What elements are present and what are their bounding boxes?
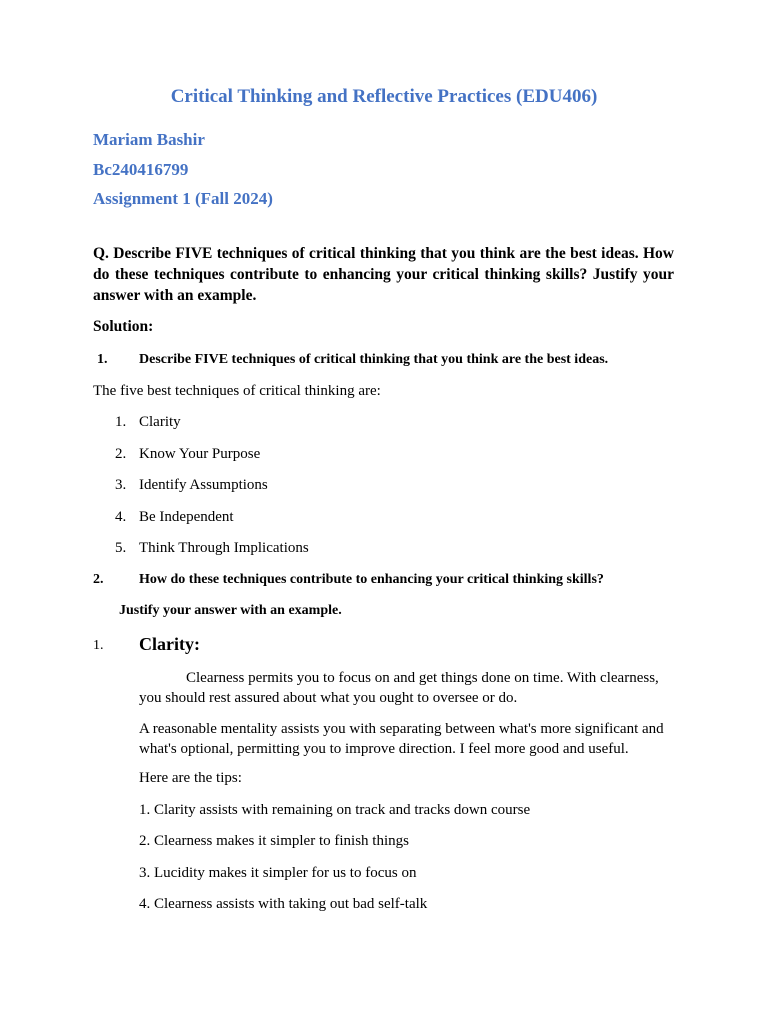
- section1-number: 1.: [97, 352, 108, 367]
- document-title: Critical Thinking and Reflective Practices (EDU406): [170, 86, 598, 107]
- tip-item: 3. Lucidity makes it simpler for us to focus on: [139, 865, 417, 881]
- tip-item: 4. Clearness assists with taking out bad self-talk: [139, 896, 428, 912]
- student-id: Bc240416799: [93, 160, 189, 179]
- clarity-heading: Clarity:: [139, 634, 200, 654]
- question-text: Q. Describe FIVE techniques of critical thinking that you think are the best ideas. How do these techniques contribute to enhancing your critical thinking skills? Justify your answer with an example.: [93, 245, 674, 304]
- student-name: Mariam Bashir: [93, 130, 205, 149]
- list-item-number: 5.: [115, 540, 127, 556]
- list-item: Know Your Purpose: [139, 446, 261, 462]
- list-item-number: 3.: [115, 477, 127, 493]
- techniques-intro: The five best techniques of critical thinking are:: [93, 383, 381, 399]
- list-item: Think Through Implications: [139, 540, 309, 556]
- clarity-paragraph-1: Clearness permits you to focus on and get things done on time. With clearness, you should rest assured about what you ought to oversee or do.: [139, 670, 659, 706]
- solution-label: Solution:: [93, 318, 154, 335]
- assignment-label: Assignment 1 (Fall 2024): [93, 189, 273, 208]
- clarity-number: 1.: [93, 638, 104, 653]
- section2-heading: How do these techniques contribute to enhancing your critical thinking skills?: [139, 572, 604, 587]
- tip-item: 1. Clarity assists with remaining on track and tracks down course: [139, 802, 531, 818]
- list-item: Be Independent: [139, 509, 234, 525]
- list-item-number: 2.: [115, 446, 127, 462]
- section2-number: 2.: [93, 572, 104, 587]
- list-item-number: 4.: [115, 509, 127, 525]
- section2-subheading: Justify your answer with an example.: [119, 603, 342, 618]
- list-item: Clarity: [139, 414, 181, 430]
- tips-label: Here are the tips:: [139, 770, 242, 786]
- list-item-number: 1.: [115, 414, 127, 430]
- tip-item: 2. Clearness makes it simpler to finish things: [139, 833, 409, 849]
- section1-heading: Describe FIVE techniques of critical thinking that you think are the best ideas.: [139, 352, 609, 367]
- list-item: Identify Assumptions: [139, 477, 268, 493]
- clarity-paragraph-2: A reasonable mentality assists you with separating between what's more significant and what's optional, permitting you to improve direction. I feel more good and useful.: [139, 721, 664, 757]
